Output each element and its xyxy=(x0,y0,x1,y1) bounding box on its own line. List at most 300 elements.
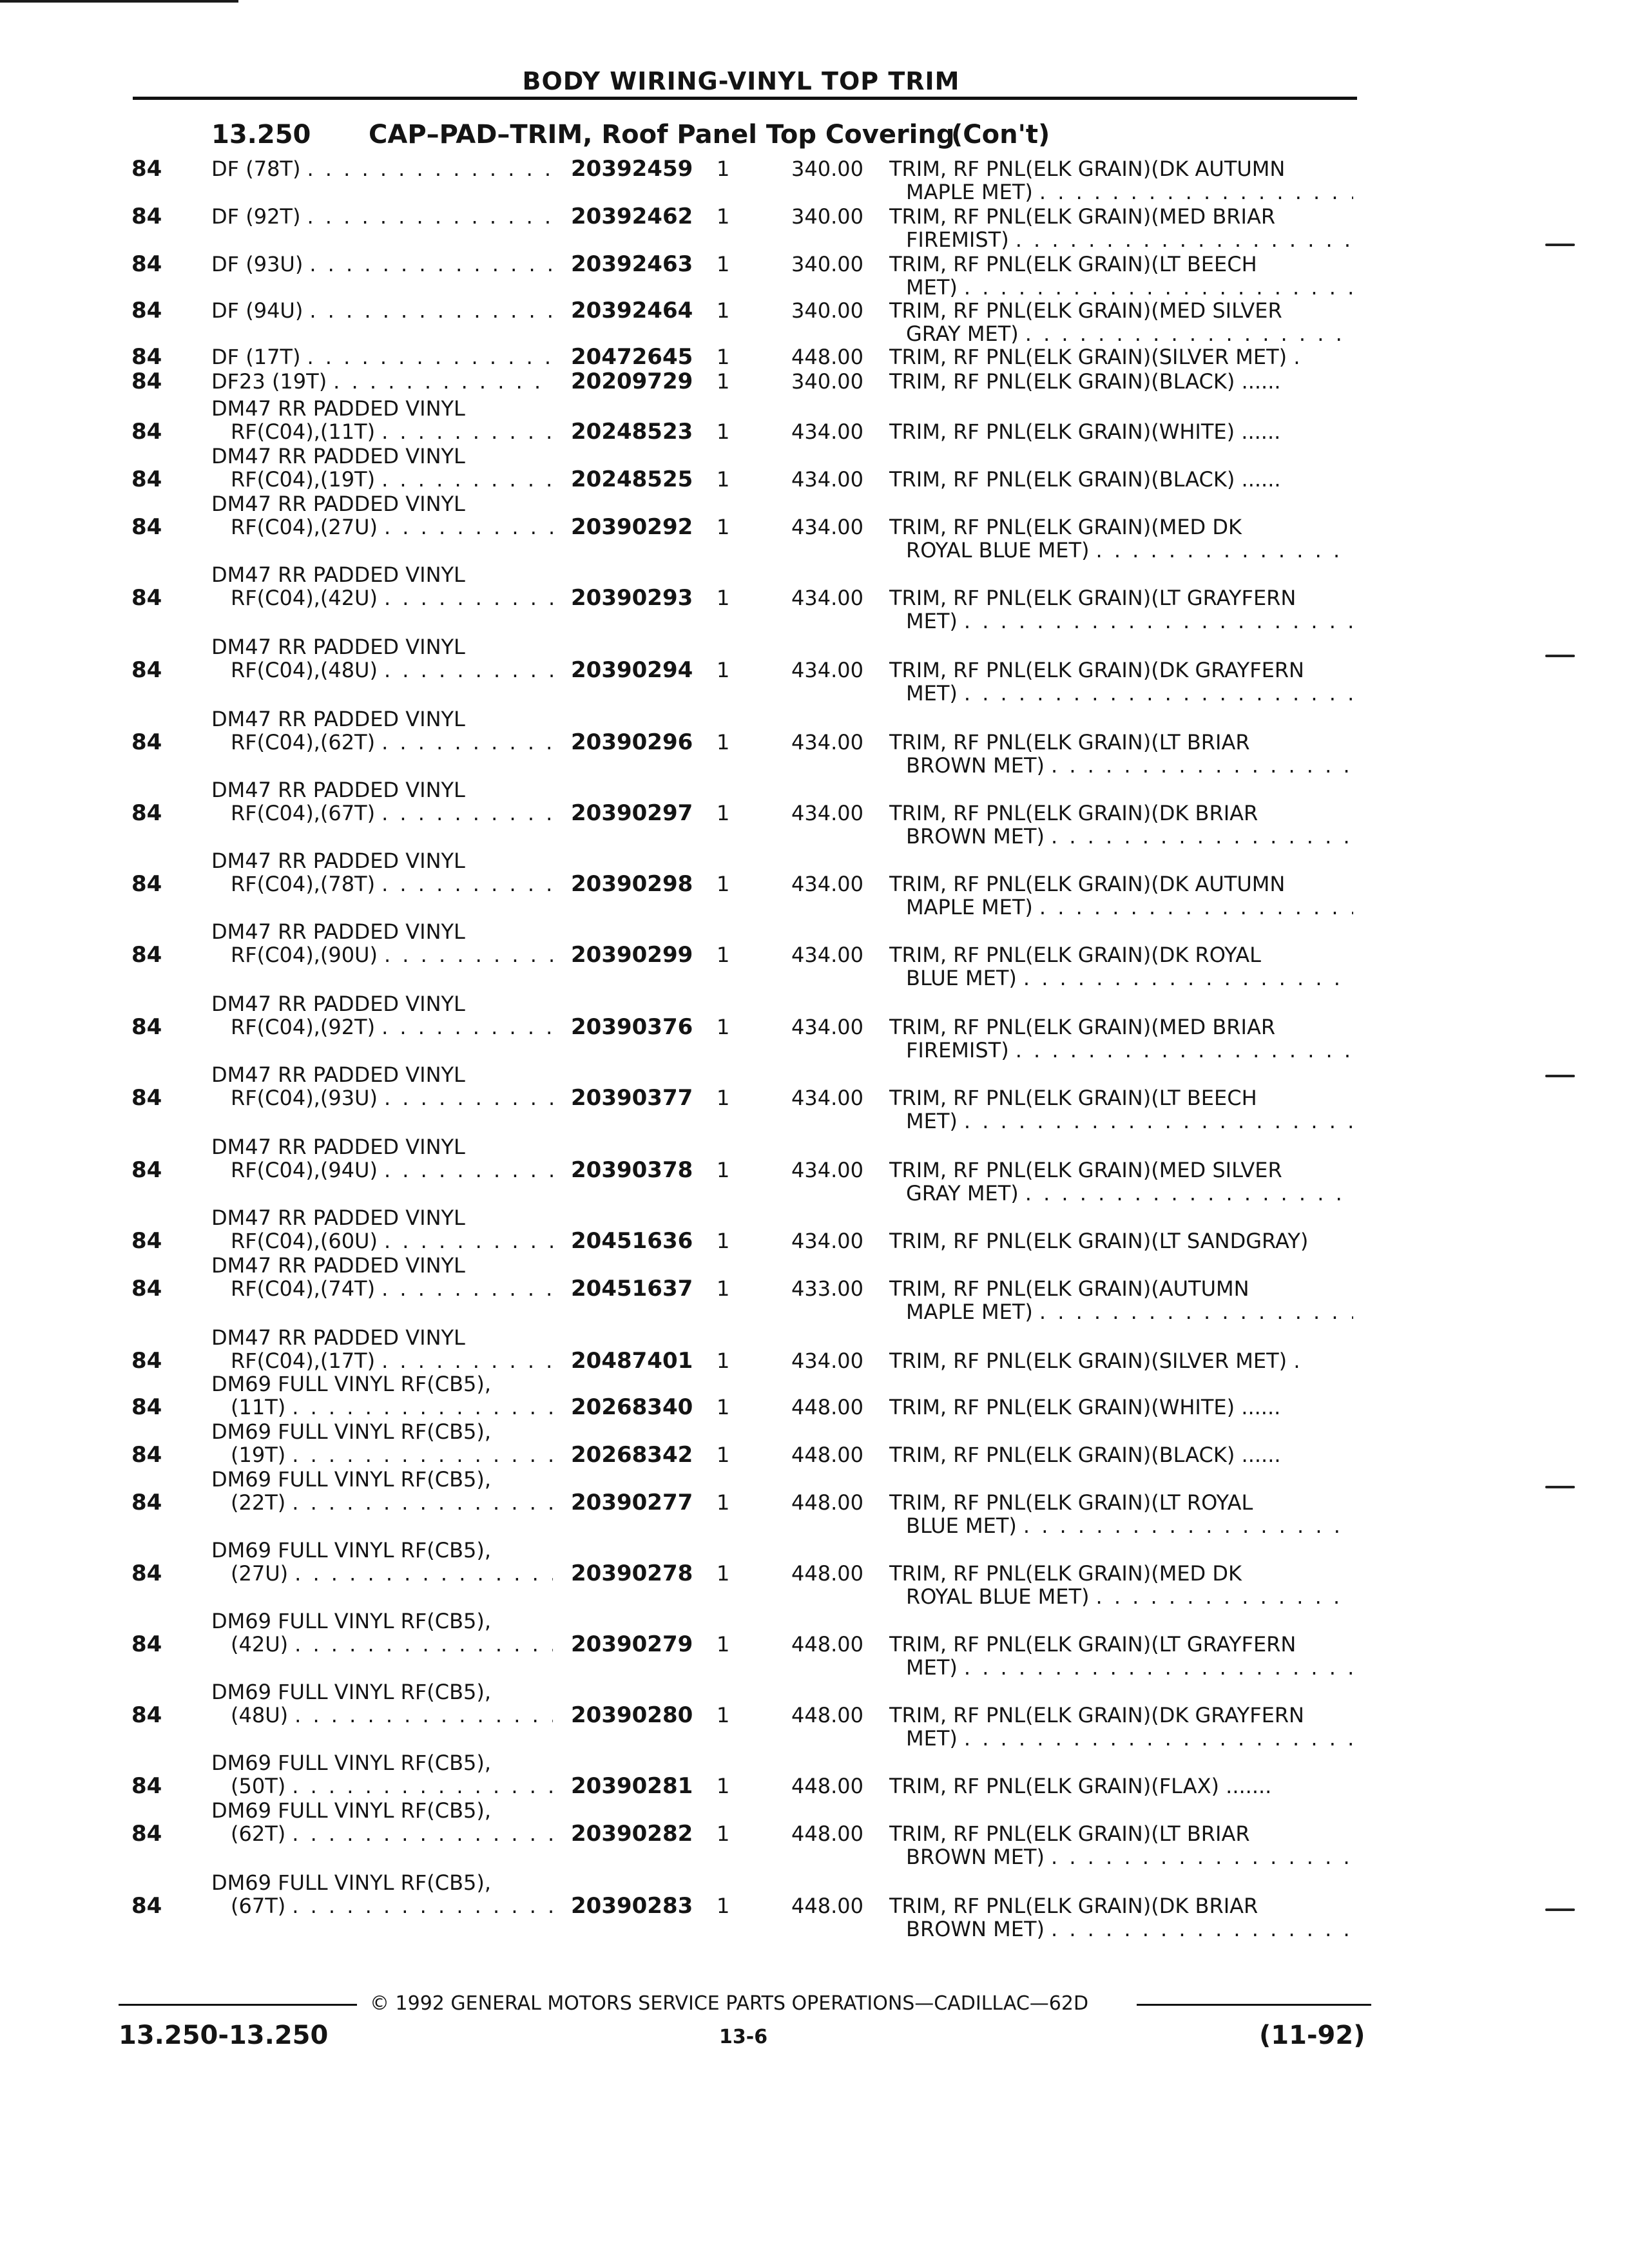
quantity: 1 xyxy=(717,586,730,610)
dot-leader xyxy=(1051,1917,1353,1941)
dot-leader xyxy=(1051,825,1353,848)
trim-description-line1: TRIM, RF PNL(ELK GRAIN)(MED DK xyxy=(889,515,1242,539)
quantity: 1 xyxy=(717,1229,730,1253)
section-number: 13.250 xyxy=(211,120,311,149)
part-number: 20451636 xyxy=(571,1228,693,1254)
part-number: 20390278 xyxy=(571,1561,693,1586)
table-row xyxy=(0,492,1629,562)
description-code: DF (17T) xyxy=(211,345,301,369)
dot-leader xyxy=(292,1774,553,1798)
description-line1: DM47 RR PADDED VINYL xyxy=(211,1253,465,1278)
part-number: 20390293 xyxy=(571,585,693,611)
description-code: RF(C04),(67T) xyxy=(231,802,376,825)
description-line2 xyxy=(231,1633,559,1656)
part-number: 20268342 xyxy=(571,1442,693,1468)
table-row xyxy=(0,707,1629,777)
margin-mark xyxy=(1545,1075,1575,1077)
trim-description-line2 xyxy=(906,1917,1360,1941)
dot-leader xyxy=(964,610,1353,633)
section-title: CAP–PAD–TRIM, Roof Panel Top Covering xyxy=(369,120,955,149)
price: 448.00 xyxy=(791,1443,863,1467)
description-code: RF(C04),(90U) xyxy=(231,943,378,966)
ref-number: 84 xyxy=(131,466,162,492)
dot-leader xyxy=(381,802,553,825)
ref-number: 84 xyxy=(131,871,162,897)
table-row xyxy=(0,562,1629,633)
trim-continuation: FIREMIST) xyxy=(906,228,1009,251)
price: 448.00 xyxy=(791,1894,863,1918)
trim-description-line1: TRIM, RF PNL(ELK GRAIN)(MED DK xyxy=(889,1562,1242,1585)
trim-continuation: ROYAL BLUE MET) xyxy=(906,539,1090,562)
dot-leader xyxy=(294,1562,553,1585)
ref-number: 84 xyxy=(131,1228,162,1254)
description-code: (22T) xyxy=(231,1491,286,1514)
trim-description-line2 xyxy=(906,228,1360,251)
table-row xyxy=(0,1609,1629,1679)
dot-leader xyxy=(292,1491,553,1514)
table-row xyxy=(0,1680,1629,1750)
trim-continuation: BROWN MET) xyxy=(906,1845,1045,1869)
dot-leader xyxy=(384,1086,553,1110)
ref-number: 84 xyxy=(131,585,162,611)
trim-continuation: BLUE MET) xyxy=(906,1514,1017,1537)
trim-description-line1: TRIM, RF PNL(ELK GRAIN)(LT GRAYFERN xyxy=(889,1633,1296,1656)
table-row xyxy=(0,1798,1629,1869)
part-number: 20390283 xyxy=(571,1893,693,1919)
description-line2 xyxy=(231,1822,559,1845)
trim-description-line2 xyxy=(906,539,1360,562)
table-row xyxy=(0,849,1629,919)
part-number: 20472645 xyxy=(571,344,693,370)
margin-mark xyxy=(1545,1486,1575,1488)
description-code: RF(C04),(74T) xyxy=(231,1277,376,1300)
price: 340.00 xyxy=(791,252,863,276)
dot-leader xyxy=(381,420,553,443)
trim-description-line1: TRIM, RF PNL(ELK GRAIN)(LT BRIAR xyxy=(889,1822,1250,1845)
quantity: 1 xyxy=(717,345,730,369)
quantity: 1 xyxy=(717,204,730,229)
trim-description-line1: TRIM, RF PNL(ELK GRAIN)(FLAX) ....... xyxy=(889,1774,1272,1798)
dot-leader xyxy=(333,370,553,393)
dot-leader xyxy=(964,1110,1353,1133)
dot-leader xyxy=(381,1015,553,1039)
description-line1: DM69 FULL VINYL RF(CB5), xyxy=(211,1609,492,1633)
description-code: DF23 (19T) xyxy=(211,370,327,393)
price: 434.00 xyxy=(791,1349,863,1373)
dot-leader xyxy=(292,1443,553,1466)
trim-continuation: MET) xyxy=(906,1727,958,1750)
ref-number: 84 xyxy=(131,156,162,182)
table-row xyxy=(0,157,1629,209)
trim-description-line1: TRIM, RF PNL(ELK GRAIN)(MED SILVER xyxy=(889,299,1282,322)
quantity: 1 xyxy=(717,1894,730,1918)
table-row xyxy=(0,1062,1629,1133)
price: 434.00 xyxy=(791,467,863,492)
table-row xyxy=(0,1751,1629,1803)
description-line2 xyxy=(231,586,559,610)
dot-leader xyxy=(1023,966,1353,990)
table-row xyxy=(0,1253,1629,1323)
quantity: 1 xyxy=(717,515,730,539)
quantity: 1 xyxy=(717,369,730,394)
corner-rule xyxy=(0,0,238,3)
description-line1: DM47 RR PADDED VINYL xyxy=(211,1206,465,1230)
quantity: 1 xyxy=(717,1158,730,1182)
description-line2 xyxy=(231,1277,559,1300)
description-line2 xyxy=(231,872,559,896)
description-code: RF(C04),(93U) xyxy=(231,1086,378,1110)
description-line2 xyxy=(231,515,559,539)
description-line2 xyxy=(231,1443,559,1466)
description-code: DF (78T) xyxy=(211,157,301,180)
dot-leader xyxy=(1023,1514,1353,1537)
description-line2 xyxy=(231,1349,559,1372)
trim-description-line1: TRIM, RF PNL(ELK GRAIN)(LT BRIAR xyxy=(889,731,1250,754)
ref-number: 84 xyxy=(131,1085,162,1111)
ref-number: 84 xyxy=(131,1394,162,1420)
trim-description-line2 xyxy=(906,896,1360,919)
price: 434.00 xyxy=(791,515,863,539)
price: 434.00 xyxy=(791,801,863,825)
dot-leader xyxy=(384,658,553,682)
trim-description-line1: TRIM, RF PNL(ELK GRAIN)(DK GRAYFERN xyxy=(889,1704,1304,1727)
ref-number: 84 xyxy=(131,1348,162,1374)
description-code: (19T) xyxy=(231,1443,286,1466)
price: 448.00 xyxy=(791,1632,863,1657)
ref-number: 84 xyxy=(131,204,162,229)
trim-description-line1: TRIM, RF PNL(ELK GRAIN)(LT ROYAL xyxy=(889,1491,1253,1514)
table-row xyxy=(0,1206,1629,1258)
description-line2 xyxy=(231,658,559,682)
ref-number: 84 xyxy=(131,942,162,968)
dot-leader xyxy=(309,253,553,276)
dot-leader xyxy=(294,1633,553,1656)
description-line1: DM69 FULL VINYL RF(CB5), xyxy=(211,1870,492,1895)
quantity: 1 xyxy=(717,1015,730,1039)
part-number: 20390376 xyxy=(571,1014,693,1040)
price: 448.00 xyxy=(791,1703,863,1727)
trim-description-line1: TRIM, RF PNL(ELK GRAIN)(DK BRIAR xyxy=(889,802,1258,825)
quantity: 1 xyxy=(717,252,730,276)
description-line1: DM47 RR PADDED VINYL xyxy=(211,492,465,516)
description-line2 xyxy=(211,345,559,369)
dot-leader xyxy=(292,1396,553,1419)
description-code: RF(C04),(27U) xyxy=(231,515,378,539)
trim-continuation: MET) xyxy=(906,610,958,633)
description-code: (48U) xyxy=(231,1704,289,1727)
part-number: 20390296 xyxy=(571,729,693,755)
table-row xyxy=(0,778,1629,848)
ref-number: 84 xyxy=(131,298,162,323)
description-line1: DM69 FULL VINYL RF(CB5), xyxy=(211,1419,492,1444)
table-row xyxy=(0,992,1629,1062)
part-number: 20390281 xyxy=(571,1773,693,1799)
trim-continuation: BROWN MET) xyxy=(906,754,1045,777)
footer-section-range: 13.250-13.250 xyxy=(119,2021,329,2050)
quantity: 1 xyxy=(717,419,730,444)
ref-number: 84 xyxy=(131,419,162,445)
part-number: 20390277 xyxy=(571,1490,693,1515)
description-line2 xyxy=(231,1229,559,1253)
ref-number: 84 xyxy=(131,1276,162,1302)
dot-leader xyxy=(381,731,553,754)
dot-leader xyxy=(964,1727,1353,1750)
price: 434.00 xyxy=(791,1158,863,1182)
description-code: (67T) xyxy=(231,1894,286,1917)
part-number: 20390280 xyxy=(571,1702,693,1728)
trim-description-line1: TRIM, RF PNL(ELK GRAIN)(BLACK) ...... xyxy=(889,370,1281,393)
description-line1: DM47 RR PADDED VINYL xyxy=(211,444,465,468)
trim-description-line2 xyxy=(906,682,1360,705)
trim-description-line1: TRIM, RF PNL(ELK GRAIN)(DK GRAYFERN xyxy=(889,658,1304,682)
description-line2 xyxy=(231,802,559,825)
description-code: RF(C04),(48U) xyxy=(231,658,378,682)
trim-description-line1: TRIM, RF PNL(ELK GRAIN)(AUTUMN xyxy=(889,1277,1249,1300)
quantity: 1 xyxy=(717,1561,730,1586)
dot-leader xyxy=(1039,180,1353,204)
quantity: 1 xyxy=(717,1703,730,1727)
description-line1: DM69 FULL VINYL RF(CB5), xyxy=(211,1467,492,1492)
description-code: RF(C04),(42U) xyxy=(231,586,378,610)
part-number: 20248525 xyxy=(571,466,693,492)
ref-number: 84 xyxy=(131,1561,162,1586)
part-number: 20390294 xyxy=(571,657,693,683)
quantity: 1 xyxy=(717,801,730,825)
description-line2 xyxy=(231,1562,559,1585)
description-line1: DM47 RR PADDED VINYL xyxy=(211,1135,465,1159)
description-line1: DM47 RR PADDED VINYL xyxy=(211,992,465,1016)
ref-number: 84 xyxy=(131,251,162,277)
trim-description-line2 xyxy=(906,1656,1360,1679)
trim-description-line1: TRIM, RF PNL(ELK GRAIN)(MED BRIAR xyxy=(889,1015,1276,1039)
dot-leader xyxy=(294,1704,553,1727)
description-line2 xyxy=(211,299,559,322)
description-line2 xyxy=(231,1396,559,1419)
price: 434.00 xyxy=(791,586,863,610)
dot-leader xyxy=(964,276,1353,299)
description-line2 xyxy=(231,731,559,754)
header-rule xyxy=(133,97,1357,100)
part-number: 20390282 xyxy=(571,1821,693,1847)
trim-continuation: MAPLE MET) xyxy=(906,180,1033,204)
trim-description-line2 xyxy=(906,1514,1360,1537)
margin-mark xyxy=(1545,655,1575,657)
trim-continuation: BROWN MET) xyxy=(906,825,1045,848)
description-code: (27U) xyxy=(231,1562,289,1585)
ref-number: 84 xyxy=(131,1773,162,1799)
table-row xyxy=(0,397,1629,448)
trim-description-line2 xyxy=(906,1182,1360,1205)
description-line2 xyxy=(211,205,559,228)
description-line2 xyxy=(231,468,559,491)
trim-description-line2 xyxy=(906,966,1360,990)
description-line1: DM69 FULL VINYL RF(CB5), xyxy=(211,1798,492,1823)
dot-leader xyxy=(307,345,553,369)
dot-leader xyxy=(384,586,553,610)
ref-number: 84 xyxy=(131,1157,162,1183)
trim-description-line1: TRIM, RF PNL(ELK GRAIN)(WHITE) ...... xyxy=(889,1396,1281,1419)
dot-leader xyxy=(1095,1585,1353,1608)
trim-continuation: MAPLE MET) xyxy=(906,1300,1033,1323)
description-line2 xyxy=(231,1015,559,1039)
ref-number: 84 xyxy=(131,1821,162,1847)
quantity: 1 xyxy=(717,157,730,181)
dot-leader xyxy=(381,1349,553,1372)
quantity: 1 xyxy=(717,943,730,967)
price: 340.00 xyxy=(791,369,863,394)
description-line1: DM47 RR PADDED VINYL xyxy=(211,1062,465,1087)
price: 340.00 xyxy=(791,157,863,181)
description-line1: DM47 RR PADDED VINYL xyxy=(211,707,465,731)
table-row xyxy=(0,299,1629,351)
dot-leader xyxy=(307,157,553,180)
part-number: 20390292 xyxy=(571,514,693,540)
price: 434.00 xyxy=(791,943,863,967)
part-number: 20390378 xyxy=(571,1157,693,1183)
quantity: 1 xyxy=(717,1632,730,1657)
section-continued: (Con't) xyxy=(951,120,1050,149)
dot-leader xyxy=(307,205,553,228)
ref-number: 84 xyxy=(131,657,162,683)
trim-description-line1: TRIM, RF PNL(ELK GRAIN)(DK ROYAL xyxy=(889,943,1261,966)
dot-leader xyxy=(381,1277,553,1300)
footer-copyright: © 1992 GENERAL MOTORS SERVICE PARTS OPERATIONS—CADILLAC—62D xyxy=(370,1992,1089,2015)
dot-leader xyxy=(292,1894,553,1917)
dot-leader xyxy=(964,682,1353,705)
price: 448.00 xyxy=(791,1774,863,1798)
description-code: RF(C04),(19T) xyxy=(231,468,376,491)
trim-description-line1: TRIM, RF PNL(ELK GRAIN)(LT SANDGRAY) xyxy=(889,1229,1309,1253)
description-line2 xyxy=(211,253,559,276)
trim-continuation: MAPLE MET) xyxy=(906,896,1033,919)
table-row xyxy=(0,1467,1629,1537)
description-line1: DM47 RR PADDED VINYL xyxy=(211,562,465,587)
description-line2 xyxy=(231,420,559,443)
dot-leader xyxy=(1016,1039,1353,1062)
description-line2 xyxy=(231,1894,559,1917)
margin-mark xyxy=(1545,1908,1575,1911)
description-line1: DM47 RR PADDED VINYL xyxy=(211,1325,465,1350)
quantity: 1 xyxy=(717,1349,730,1373)
description-code: DF (92T) xyxy=(211,205,301,228)
table-row xyxy=(0,1326,1629,1378)
description-line1: DM47 RR PADDED VINYL xyxy=(211,849,465,873)
quantity: 1 xyxy=(717,730,730,754)
price: 434.00 xyxy=(791,658,863,682)
ref-number: 84 xyxy=(131,1014,162,1040)
trim-description-line2 xyxy=(906,825,1360,848)
table-row xyxy=(0,1538,1629,1608)
dot-leader xyxy=(384,1229,553,1253)
description-code: RF(C04),(62T) xyxy=(231,731,376,754)
ref-number: 84 xyxy=(131,1490,162,1515)
table-row xyxy=(0,1870,1629,1941)
trim-description-line2 xyxy=(906,180,1360,204)
trim-description-line1: TRIM, RF PNL(ELK GRAIN)(DK AUTUMN xyxy=(889,872,1286,896)
ref-number: 84 xyxy=(131,514,162,540)
price: 434.00 xyxy=(791,1229,863,1253)
part-number: 20487401 xyxy=(571,1348,693,1374)
footer-date: (11-92) xyxy=(1259,2021,1365,2050)
quantity: 1 xyxy=(717,1395,730,1419)
trim-description-line2 xyxy=(906,754,1360,777)
table-row xyxy=(0,205,1629,256)
dot-leader xyxy=(1025,322,1353,345)
margin-mark xyxy=(1545,244,1575,246)
dot-leader xyxy=(292,1822,553,1845)
trim-description-line1: TRIM, RF PNL(ELK GRAIN)(SILVER MET) . xyxy=(889,345,1300,369)
description-line1: DM47 RR PADDED VINYL xyxy=(211,778,465,802)
description-line1: DM69 FULL VINYL RF(CB5), xyxy=(211,1751,492,1775)
part-number: 20390279 xyxy=(571,1631,693,1657)
trim-description-line2 xyxy=(906,322,1360,345)
part-number: 20392462 xyxy=(571,204,693,229)
description-code: DF (93U) xyxy=(211,253,304,276)
dot-leader xyxy=(384,515,553,539)
price: 340.00 xyxy=(791,298,863,323)
trim-description-line1: TRIM, RF PNL(ELK GRAIN)(BLACK) ...... xyxy=(889,468,1281,491)
quantity: 1 xyxy=(717,1086,730,1110)
footer-rule-left xyxy=(119,2004,357,2006)
quantity: 1 xyxy=(717,298,730,323)
quantity: 1 xyxy=(717,658,730,682)
dot-leader xyxy=(1051,1845,1353,1869)
dot-leader xyxy=(384,1158,553,1182)
price: 434.00 xyxy=(791,730,863,754)
price: 434.00 xyxy=(791,872,863,896)
trim-description-line1: TRIM, RF PNL(ELK GRAIN)(SILVER MET) . xyxy=(889,1349,1300,1372)
dot-leader xyxy=(1051,754,1353,777)
ref-number: 84 xyxy=(131,1702,162,1728)
trim-continuation: BROWN MET) xyxy=(906,1917,1045,1941)
ref-number: 84 xyxy=(131,1631,162,1657)
footer-rule-right xyxy=(1137,2004,1371,2006)
price: 448.00 xyxy=(791,345,863,369)
trim-continuation: MET) xyxy=(906,1110,958,1133)
description-code: RF(C04),(92T) xyxy=(231,1015,376,1039)
part-number: 20392463 xyxy=(571,251,693,277)
description-line1: DM69 FULL VINYL RF(CB5), xyxy=(211,1372,492,1396)
table-row xyxy=(0,919,1629,990)
description-code: RF(C04),(78T) xyxy=(231,872,376,896)
description-line2 xyxy=(231,1491,559,1514)
part-number: 20268340 xyxy=(571,1394,693,1420)
ref-number: 84 xyxy=(131,1893,162,1919)
trim-description-line2 xyxy=(906,1110,1360,1133)
trim-description-line1: TRIM, RF PNL(ELK GRAIN)(MED SILVER xyxy=(889,1158,1282,1182)
page-title: BODY WIRING-VINYL TOP TRIM xyxy=(522,67,960,95)
dot-leader xyxy=(381,872,553,896)
trim-continuation: FIREMIST) xyxy=(906,1039,1009,1062)
trim-description-line1: TRIM, RF PNL(ELK GRAIN)(LT BEECH xyxy=(889,253,1257,276)
trim-description-line2 xyxy=(906,1300,1360,1323)
trim-description-line2 xyxy=(906,276,1360,299)
table-row xyxy=(0,635,1629,705)
table-row xyxy=(0,445,1629,496)
trim-description-line1: TRIM, RF PNL(ELK GRAIN)(DK BRIAR xyxy=(889,1894,1258,1917)
description-line2 xyxy=(211,157,559,180)
trim-description-line1: TRIM, RF PNL(ELK GRAIN)(DK AUTUMN xyxy=(889,157,1286,180)
part-number: 20392464 xyxy=(571,298,693,323)
price: 434.00 xyxy=(791,1086,863,1110)
part-number: 20209729 xyxy=(571,369,693,394)
part-number: 20390298 xyxy=(571,871,693,897)
ref-number: 84 xyxy=(131,1442,162,1468)
trim-description-line1: TRIM, RF PNL(ELK GRAIN)(MED BRIAR xyxy=(889,205,1276,228)
description-code: (42U) xyxy=(231,1633,289,1656)
table-row xyxy=(0,1420,1629,1472)
quantity: 1 xyxy=(717,1443,730,1467)
